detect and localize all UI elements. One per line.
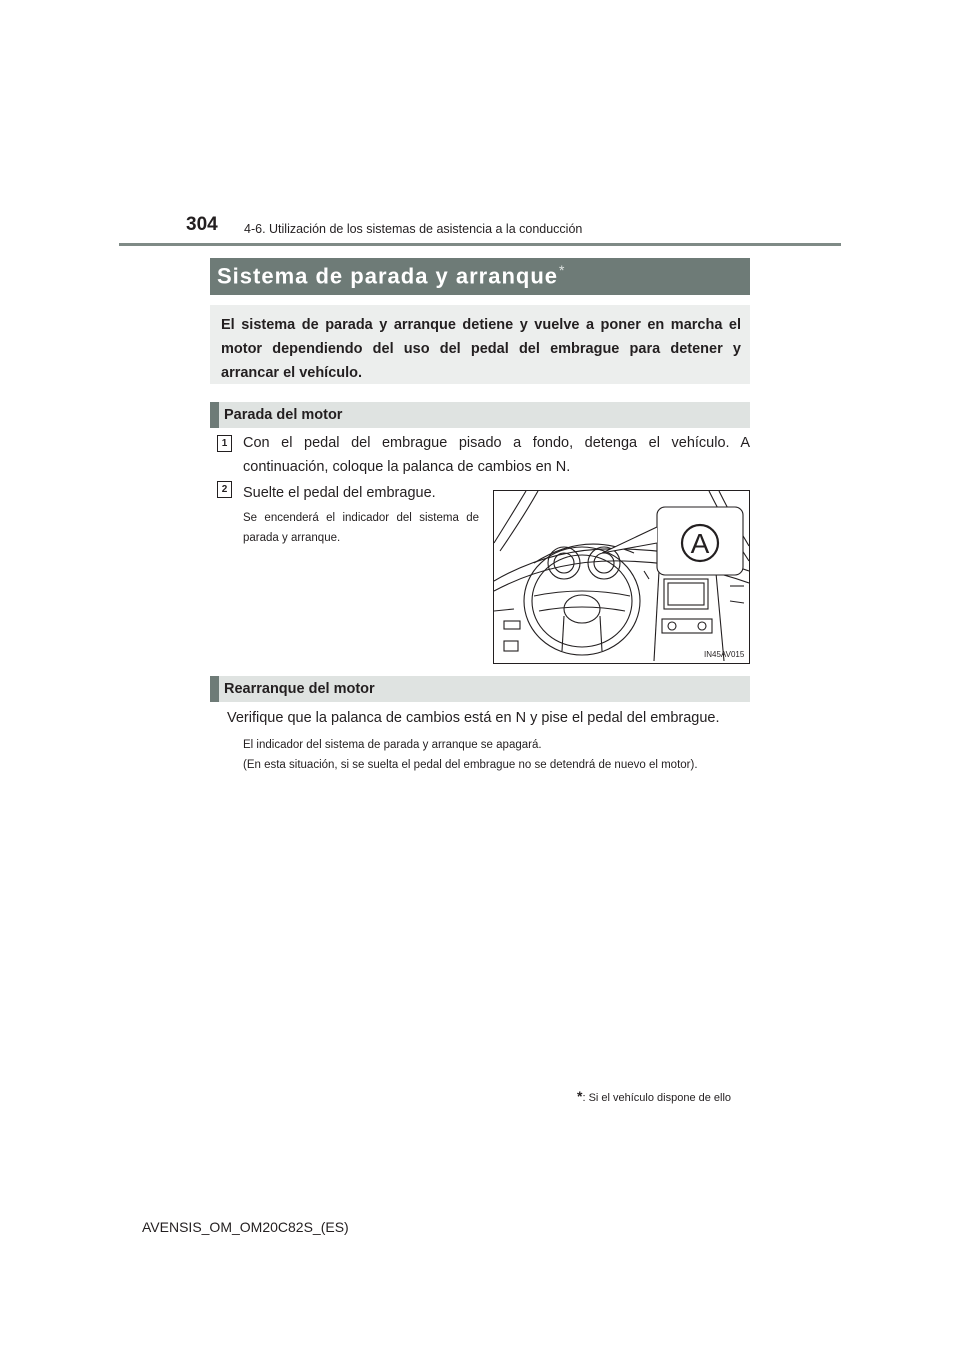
section-heading-parada: Parada del motor <box>224 407 343 423</box>
section2-text: Verifique que la palanca de cambios está en N y pise el pedal del embrague. <box>227 710 720 726</box>
dashboard-illustration <box>493 490 750 664</box>
step-note-2: Se encenderá el indicador del sistema de parada y arranque. <box>243 512 479 544</box>
footnote-text: : Si el vehículo dispone de ello <box>582 1092 732 1104</box>
dashboard-drawing <box>494 491 749 663</box>
section2-note-line2: (En esta situación, si se suelta el pedal del embrague no se detendrá de nuevo el motor). <box>243 759 698 771</box>
page-number: 304 <box>186 214 218 235</box>
page-title <box>217 262 565 289</box>
chapter-title: 4-6. Utilización de los sistemas de asistencia a la conducción <box>244 222 583 236</box>
intro-text: El sistema de parada y arranque detiene y vuelve a poner en marcha el motor dependiendo del uso del pedal del embrague para detener y arrancar el vehículo. <box>221 317 741 381</box>
figure-code: IN45AV015 <box>704 650 745 659</box>
step-number-1: 1 <box>217 435 232 452</box>
page-title-text: Sistema de parada y arranque <box>217 263 559 289</box>
step-text-1: Con el pedal del embrague pisado a fondo, detenga el vehículo. A continuación, coloque la palanca de cambios en N. <box>243 435 750 475</box>
section2-note <box>243 735 750 775</box>
figure-callout-letter: A <box>690 528 710 559</box>
footer-code: AVENSIS_OM_OM20C82S_(ES) <box>142 1219 349 1235</box>
footnote-marker: * <box>577 1088 583 1104</box>
title-marker: * <box>559 262 566 278</box>
step-text-2: Suelte el pedal del embrague. <box>243 485 436 501</box>
header-rule <box>119 243 841 246</box>
section2-note-line1: El indicador del sistema de parada y arranque se apagará. <box>243 739 542 751</box>
step-number-2: 2 <box>217 481 232 498</box>
footnote <box>577 1088 731 1104</box>
section-heading-rearranque: Rearranque del motor <box>224 681 375 697</box>
